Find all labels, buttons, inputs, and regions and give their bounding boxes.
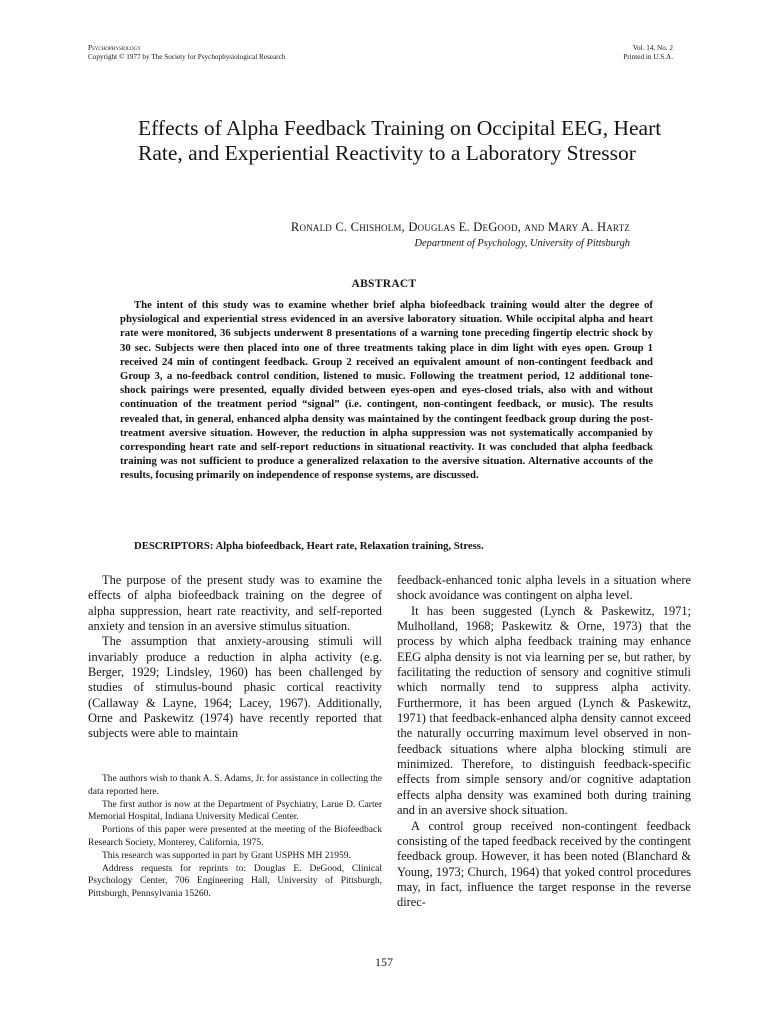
copyright-line: Copyright © 1977 by The Society for Psychophysiological Research xyxy=(88,53,286,61)
footnote: Portions of this paper were presented at the meeting of the Biofeedback Research Society, Monterey, California, 1975. xyxy=(88,825,382,848)
footnote: The authors wish to thank A. S. Adams, Jr. for assistance in collecting the data reported here. xyxy=(88,774,382,797)
body-paragraph: The purpose of the present study was to examine the effects of alpha biofeedback training on the degree of alpha suppression, heart rate reactivity, and self-reported anxiety and tension in an aversive stimulus situation. xyxy=(88,573,382,634)
author-affiliation: Department of Psychology, University of Pittsburgh xyxy=(414,238,630,249)
printed-in: Printed in U.S.A. xyxy=(623,53,673,61)
body-paragraph: It has been suggested (Lynch & Paskewitz, 1971; Mulholland, 1968; Paskewitz & Orne, 1973) that the process by which alpha feedback training may enhance EEG alpha density is not via learning per se, but rather, by facilitating the reduction of sensory and cognitive stimuli which normally tend to suppress alpha activity. Furthermore, it has been argued (Lynch & Paskewitz, 1971) that feedback-enhanced alpha density cannot exceed the naturally occurring maximum level observed in non-feedback situations where alpha blocking stimuli are minimized. Therefore, to distinguish feedback-specific effects from simple sensory and/or cognitive adaptation effects alpha density was examined both during training and in an aversive shock situation. xyxy=(397,603,691,818)
abstract-text: The intent of this study was to examine whether brief alpha biofeedback training would alter the degree of physiological and experiential stress evidenced in an aversive laboratory situation. While occipital alpha and heart rate were monitored, 36 subjects underwent 8 presentations of a warning tone preceding fingertip electric shock by 30 sec. Subjects were then placed into one of three treatments taking place in dim light with eyes open. Group 1 received 24 min of contingent feedback. Group 2 received an equivalent amount of non-contingent feedback and Group 3, a no-feedback control condition, listened to music. Following the treatment period, 12 additional tone-shock pairings were presented, equally divided between eyes-open and eyes-closed trials, also with and without continuation of the treatment period “signal” (i.e. contingent, non-contingent feedback, or music). The results revealed that, in general, enhanced alpha density was maintained by the contingent feedback group during the post-treatment aversive situation. However, the reduction in alpha suppression was not systematically accompanied by corresponding heart rate and self-report reductions in situational reactivity. It was concluded that alpha feedback training was not sufficient to produce a generalized relaxation to the aversive situation. Alternative accounts of the results, focusing primarily on independence of response systems, are discussed. xyxy=(120,299,653,482)
volume-issue: Vol. 14, No. 2 xyxy=(632,44,673,52)
footnote: This research was supported in part by Grant USPHS MH 21959. xyxy=(102,850,351,861)
journal-name: Psychophysiology xyxy=(88,44,141,52)
author-list: Ronald C. Chisholm, Douglas E. DeGood, and Mary A. Hartz xyxy=(290,220,630,234)
body-column-left xyxy=(88,573,382,742)
body-paragraph: The assumption that anxiety-arousing stimuli will invariably produce a reduction in alpha activity (e.g. Berger, 1929; Lindsley, 1960) has been challenged by studies of stimulus-bound phasic cortical reactivity (Callaway & Layne, 1964; Lacey, 1967). Additionally, Orne and Paskewitz (1974) have recently reported that subjects were able to maintain xyxy=(88,634,382,741)
page-number: 157 xyxy=(375,955,393,969)
footnotes xyxy=(88,773,382,901)
footnote: The first author is now at the Department of Psychiatry, Larue D. Carter Memorial Hospital, Indiana University Medical Center. xyxy=(88,799,382,823)
body-column-right xyxy=(397,573,691,911)
abstract-heading: ABSTRACT xyxy=(351,278,417,290)
running-header-right xyxy=(623,44,673,62)
body-paragraph: feedback-enhanced tonic alpha levels in a situation where shock avoidance was contingent on alpha level. xyxy=(397,573,691,603)
running-header-left xyxy=(88,44,285,62)
footnote: Address requests for reprints to: Douglas E. DeGood, Clinical Psychology Center, 706 Engineering Hall, University of Pittsburgh, Pittsburgh, Pennsylvania 15260. xyxy=(88,863,382,900)
body-paragraph: A control group received non-contingent feedback consisting of the taped feedback received by the contingent feedback group. However, it has been noted (Blanchard & Young, 1973; Church, 1964) that yoked control procedures may, in fact, influence the target response in the reverse direc- xyxy=(397,818,691,910)
article-title: Effects of Alpha Feedback Training on Occipital EEG, Heart Rate, and Experiential Reactivity to a Laboratory Stressor xyxy=(138,116,662,165)
descriptors-line: DESCRIPTORS: Alpha biofeedback, Heart rate, Relaxation training, Stress. xyxy=(134,540,484,552)
